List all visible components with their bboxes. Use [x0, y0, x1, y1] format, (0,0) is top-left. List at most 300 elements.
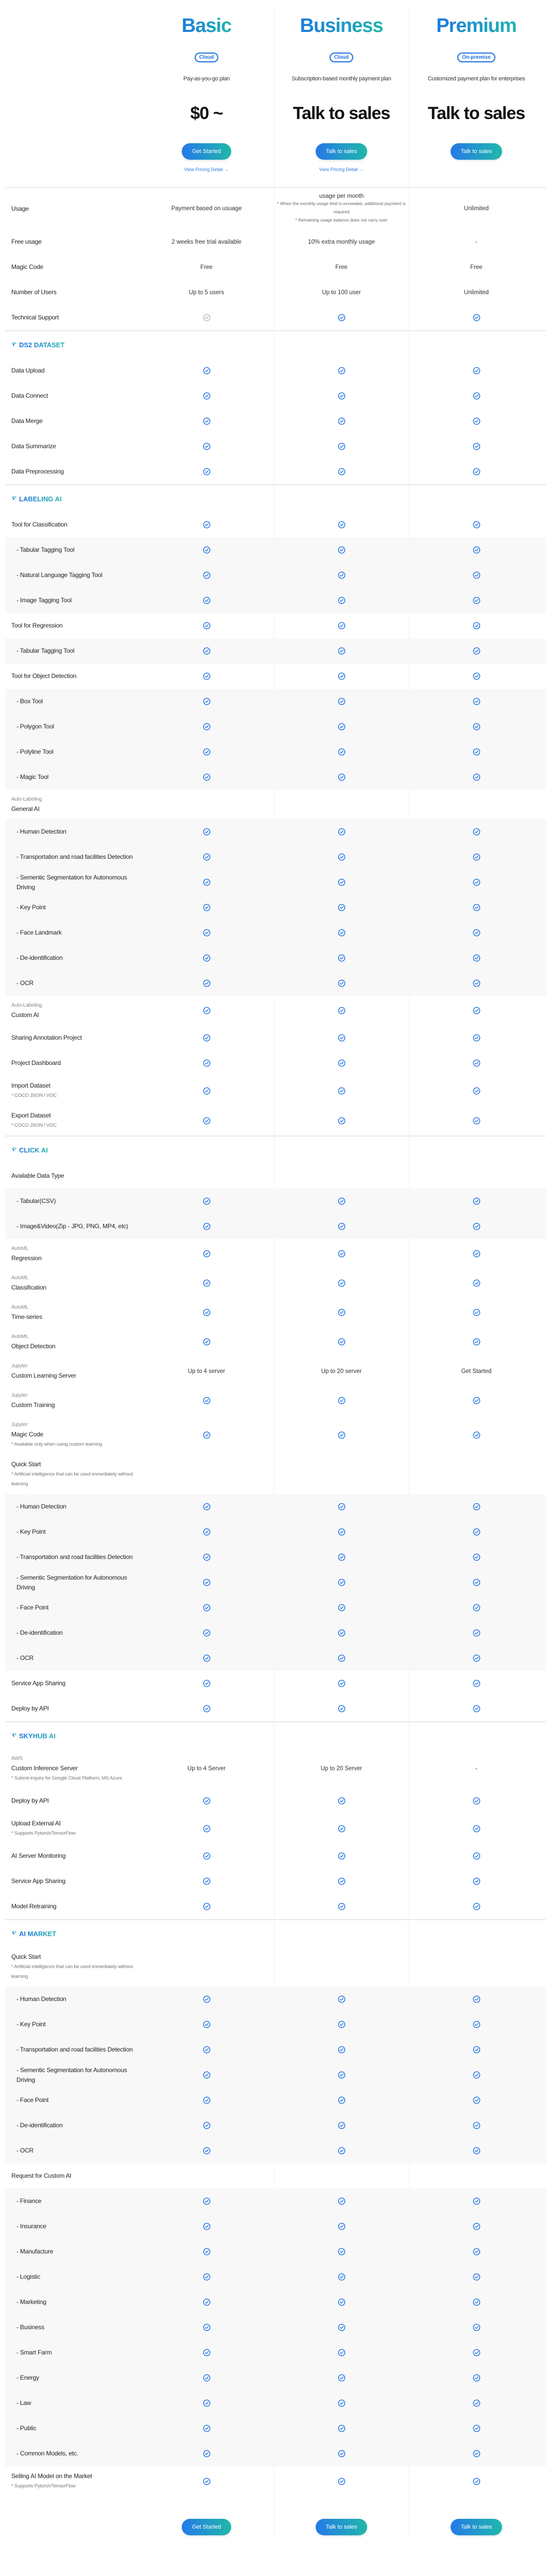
- table-row: [5, 765, 546, 790]
- plan-value: [274, 2478, 409, 2485]
- plan-value: [139, 2273, 274, 2281]
- feature-name: Classification: [11, 1284, 46, 1291]
- check-circle-icon: [338, 2399, 346, 2407]
- table-row: [5, 383, 546, 409]
- plan-value: [274, 828, 409, 836]
- check-circle-icon: [473, 1705, 480, 1713]
- check-circle-icon: [473, 1797, 480, 1805]
- plan-value: [139, 1117, 274, 1125]
- feature-label: [5, 1391, 139, 1410]
- plans-header: [5, 0, 546, 187]
- plan-value: [274, 929, 409, 937]
- check-circle-icon: [473, 1309, 480, 1316]
- feature-name: Custom Learning Server: [11, 1372, 76, 1379]
- plan-value: [274, 239, 409, 245]
- plan-value: [274, 2122, 409, 2129]
- plan-value: [409, 1553, 544, 1561]
- plan-value: [409, 1604, 544, 1612]
- check-circle-icon: [473, 1528, 480, 1536]
- feature-name: - Polygon Tool: [16, 723, 55, 730]
- feature-label: [5, 2065, 139, 2085]
- feature-name: - Human Detection: [16, 1503, 66, 1510]
- feature-label: [5, 1527, 139, 1537]
- plan-description: Subscription-based monthly payment plan: [291, 76, 391, 82]
- feature-label: [5, 827, 139, 837]
- plan-value: [274, 979, 409, 987]
- plan-value: [274, 672, 409, 680]
- get-started-button[interactable]: Get Started: [182, 143, 231, 160]
- plan-value: [409, 367, 544, 375]
- feature-name: - Face Point: [16, 1604, 49, 1611]
- plan-value: [409, 1528, 544, 1536]
- feature-name: - OCR: [16, 979, 33, 987]
- plan-value: [409, 2349, 544, 2357]
- check-circle-icon: [203, 929, 211, 937]
- feature-label: [5, 1274, 139, 1293]
- check-circle-icon: [203, 1338, 211, 1346]
- table-row: [5, 358, 546, 383]
- feature-name: Model Retraining: [11, 1903, 57, 1910]
- table-row: [5, 1415, 546, 1454]
- feature-name: Quick Start: [11, 1953, 41, 1960]
- feature-label: [5, 747, 139, 757]
- plan-value: [409, 2248, 544, 2256]
- plan-value: [409, 2046, 544, 2054]
- plan-business: [274, 0, 409, 187]
- check-circle-icon: [338, 2374, 346, 2382]
- feature-label: [5, 1952, 139, 1981]
- check-circle-icon: [338, 1338, 346, 1346]
- plan-value: [274, 2324, 409, 2331]
- plan-value: [274, 1087, 409, 1095]
- feature-name: Technical Support: [11, 314, 59, 321]
- check-circle-icon: [203, 773, 211, 781]
- check-circle-icon: [203, 853, 211, 861]
- feature-category: AutoML: [11, 1334, 29, 1340]
- check-circle-icon: [473, 2197, 480, 2205]
- table-row: [5, 1189, 546, 1214]
- check-circle-icon: [203, 904, 211, 911]
- plan-value: [139, 954, 274, 962]
- feature-label: [5, 2146, 139, 2156]
- section-title: SKYHUB AI: [19, 1732, 56, 1740]
- plan-value: [274, 2223, 409, 2230]
- plan-value: [139, 672, 274, 680]
- check-circle-icon: [203, 2349, 211, 2357]
- feature-name: Tool for Classification: [11, 521, 67, 528]
- feature-label: [5, 596, 139, 605]
- feature-name: Usage: [11, 205, 29, 212]
- check-circle-icon: [473, 2349, 480, 2357]
- table-row: [5, 1843, 546, 1869]
- plan-value: [139, 2147, 274, 2155]
- check-circle-icon: [473, 1007, 480, 1014]
- plan-title: Business: [300, 15, 383, 37]
- table-row: [5, 229, 546, 255]
- check-circle-icon: [338, 878, 346, 886]
- plan-value: [274, 878, 409, 886]
- plan-value: [274, 521, 409, 529]
- section-heading: [5, 1920, 546, 1947]
- plan-value: [139, 367, 274, 375]
- table-row: [5, 512, 546, 537]
- feature-label: [5, 1679, 139, 1688]
- feature-label: [5, 646, 139, 656]
- plan-value: [409, 2324, 544, 2331]
- view-pricing-detail-link[interactable]: View Pricing Detail →: [184, 167, 229, 172]
- plan-value: [409, 1309, 544, 1316]
- plan-value: [409, 264, 544, 270]
- check-circle-icon: [338, 1431, 346, 1439]
- plan-value: [409, 392, 544, 400]
- check-circle-icon: [338, 1117, 346, 1125]
- plan-value: [274, 443, 409, 450]
- plan-value: [274, 1705, 409, 1713]
- feature-label: [5, 1111, 139, 1130]
- feature-name: - Tabular(CSV): [16, 1197, 56, 1205]
- feature-label: [5, 1902, 139, 1911]
- plan-value: [274, 290, 409, 296]
- feature-label: [5, 1171, 139, 1181]
- feature-name: Import Dataset: [11, 1082, 50, 1089]
- plan-value: [274, 723, 409, 731]
- value-text: Unlimited: [464, 206, 489, 212]
- check-circle-icon: [203, 1903, 211, 1910]
- plan-value: [274, 367, 409, 375]
- check-circle-icon: [338, 1087, 346, 1095]
- check-circle-icon: [338, 1579, 346, 1586]
- check-circle-icon: [473, 2096, 480, 2104]
- check-circle-icon: [203, 1629, 211, 1637]
- plan-value: [139, 1705, 274, 1713]
- check-circle-icon: [473, 417, 480, 425]
- check-circle-icon: [338, 1223, 346, 1230]
- table-row: [5, 1519, 546, 1545]
- plan-value: [274, 264, 409, 270]
- feature-label: [5, 366, 139, 376]
- check-circle-icon: [338, 2298, 346, 2306]
- plan-value: [409, 853, 544, 861]
- check-circle-icon: [203, 2197, 211, 2205]
- value-text: Up to 4 Server: [187, 1766, 226, 1772]
- table-row: [5, 1268, 546, 1298]
- check-circle-icon: [203, 1852, 211, 1860]
- feature-name: - Magic Tool: [16, 773, 49, 781]
- table-row: [5, 280, 546, 305]
- feature-label: [5, 520, 139, 530]
- feature-name: Sharing Annotation Project: [11, 1034, 82, 1041]
- feature-label: [5, 2424, 139, 2433]
- feature-name: Project Dashboard: [11, 1059, 61, 1066]
- feature-name: - Human Detection: [16, 1995, 66, 2003]
- plan-value: [409, 2425, 544, 2432]
- talk-to-sales-button[interactable]: Talk to sales: [316, 143, 368, 160]
- check-circle-icon: [203, 1654, 211, 1662]
- table-row: [5, 945, 546, 971]
- talk-to-sales-button[interactable]: Talk to sales: [451, 143, 503, 160]
- plan-value: [139, 1553, 274, 1561]
- check-circle-icon: [473, 1059, 480, 1067]
- check-circle-icon: [338, 1604, 346, 1612]
- plan-value: [409, 1059, 544, 1067]
- check-circle-icon: [338, 748, 346, 756]
- check-circle-icon: [473, 2273, 480, 2281]
- plan-value: [409, 828, 544, 836]
- check-circle-icon: [203, 2324, 211, 2331]
- feature-label: [5, 2121, 139, 2130]
- plan-value: [409, 2021, 544, 2028]
- feature-label: [5, 2095, 139, 2105]
- feature-label: [5, 1603, 139, 1613]
- plan-value: [274, 647, 409, 655]
- check-circle-icon: [338, 1309, 346, 1316]
- plan-value: [409, 2147, 544, 2155]
- check-circle-icon: [473, 1034, 480, 1042]
- feature-category: AutoML: [11, 1304, 29, 1310]
- plan-value: [274, 392, 409, 400]
- check-circle-icon: [203, 1604, 211, 1612]
- check-circle-icon: [338, 1852, 346, 1860]
- check-circle-icon: [473, 2399, 480, 2407]
- check-circle-icon: [473, 2374, 480, 2382]
- plan-value: [139, 773, 274, 781]
- plan-value: [274, 698, 409, 705]
- check-circle-icon: [338, 2248, 346, 2256]
- plan-value: [274, 2096, 409, 2104]
- check-circle-icon: [338, 2021, 346, 2028]
- plan-value: [274, 1680, 409, 1687]
- plan-value: [139, 904, 274, 911]
- table-row: [5, 1671, 546, 1696]
- plan-value: [409, 979, 544, 987]
- check-circle-icon: [473, 571, 480, 579]
- table-row: [5, 1788, 546, 1814]
- plan-value: [274, 2273, 409, 2281]
- plan-value: [409, 1368, 544, 1375]
- table-row: [5, 459, 546, 484]
- feature-name: Object Detection: [11, 1343, 56, 1350]
- feature-label: [5, 2045, 139, 2055]
- plan-basic: [139, 0, 274, 187]
- check-circle-icon: [338, 2147, 346, 2155]
- table-row: [5, 638, 546, 664]
- check-circle-icon: [203, 2450, 211, 2458]
- table-row: [5, 1620, 546, 1646]
- plan-value: [409, 2122, 544, 2129]
- check-circle-icon: [203, 1553, 211, 1561]
- value-text: Up to 4 server: [187, 1368, 226, 1375]
- plan-value: [409, 1852, 544, 1860]
- plan-value: [409, 571, 544, 579]
- feature-name: Data Merge: [11, 417, 43, 425]
- feature-name: - De-identification: [16, 2122, 63, 2129]
- plan-value: [274, 2197, 409, 2205]
- plan-value: [139, 622, 274, 630]
- table-row: [5, 1749, 546, 1788]
- get-started-button[interactable]: Get Started: [182, 2519, 231, 2535]
- table-row: [5, 1050, 546, 1076]
- feature-label: [5, 928, 139, 938]
- value-text: usage per month: [319, 193, 364, 199]
- check-circle-icon: [473, 2046, 480, 2054]
- feature-label: [5, 1222, 139, 1231]
- table-row: [5, 1869, 546, 1894]
- check-circle-muted-icon: [203, 314, 211, 321]
- feature-name: Deploy by API: [11, 1705, 49, 1712]
- check-circle-icon: [203, 1431, 211, 1439]
- feature-label: [5, 2196, 139, 2206]
- plan-value: [274, 773, 409, 781]
- plan-value: [274, 1604, 409, 1612]
- check-circle-icon: [203, 1034, 211, 1042]
- value-text: -: [475, 1766, 477, 1772]
- check-circle-icon: [338, 2478, 346, 2485]
- check-circle-icon: [473, 622, 480, 630]
- table-row: [5, 1696, 546, 1721]
- feature-category: Auto-Labeling: [11, 796, 42, 802]
- feature-label: [5, 1332, 139, 1351]
- plan-value: [139, 468, 274, 476]
- plan-value: [409, 290, 544, 296]
- check-circle-icon: [473, 1223, 480, 1230]
- check-circle-icon: [203, 1223, 211, 1230]
- feature-note: * Available only when using custom learning: [11, 1442, 102, 1447]
- plan-value: [139, 1852, 274, 1860]
- feature-name: Available Data Type: [11, 1172, 64, 1179]
- check-circle-icon: [338, 443, 346, 450]
- plan-value: [409, 748, 544, 756]
- plan-value: [274, 2046, 409, 2054]
- section-title: DS2 DATASET: [19, 341, 65, 349]
- plan-value: [139, 2324, 274, 2331]
- feature-label: [5, 1819, 139, 1838]
- plan-value: [139, 443, 274, 450]
- check-circle-icon: [473, 929, 480, 937]
- check-circle-icon: [338, 2324, 346, 2331]
- feature-name: - Transportation and road facilities Detection: [16, 853, 133, 860]
- feature-name: General AI: [11, 805, 40, 812]
- feature-label: [5, 2222, 139, 2231]
- table-row: [5, 1814, 546, 1843]
- plan-value: [139, 1579, 274, 1586]
- table-row: [5, 305, 546, 330]
- check-circle-icon: [473, 1250, 480, 1258]
- logo-icon: [11, 495, 17, 502]
- plan-value: [139, 2046, 274, 2054]
- plan-value: [139, 1059, 274, 1067]
- plan-value: [409, 698, 544, 705]
- plan-value: [409, 878, 544, 886]
- talk-to-sales-button[interactable]: Talk to sales: [316, 2519, 368, 2535]
- check-circle-icon: [203, 546, 211, 554]
- check-circle-icon: [338, 521, 346, 529]
- check-circle-icon: [338, 2223, 346, 2230]
- table-row: [5, 2214, 546, 2239]
- table-row: [5, 1386, 546, 1415]
- check-circle-icon: [203, 2021, 211, 2028]
- plan-value: [139, 1995, 274, 2003]
- plan-value: [409, 2071, 544, 2079]
- feature-name: Custom AI: [11, 1011, 39, 1019]
- check-circle-icon: [203, 443, 211, 450]
- feature-name: - Sementic Segmentation for Autonomous Driving: [16, 1573, 127, 1591]
- check-circle-icon: [203, 954, 211, 962]
- feature-label: [5, 621, 139, 631]
- feature-name: - De-identification: [16, 954, 63, 961]
- logo-icon: [11, 1930, 17, 1937]
- check-circle-icon: [338, 2197, 346, 2205]
- feature-name: - OCR: [16, 1654, 33, 1662]
- check-circle-icon: [338, 954, 346, 962]
- check-circle-icon: [473, 1579, 480, 1586]
- feature-name: - Transportation and road facilities Detection: [16, 2046, 133, 2053]
- footer-cell: [274, 2519, 409, 2535]
- check-circle-icon: [338, 723, 346, 731]
- plan-value: [139, 392, 274, 400]
- table-row: [5, 2416, 546, 2441]
- feature-label: [5, 313, 139, 323]
- feature-name: Request for Custom AI: [11, 2172, 72, 2179]
- value-text: 2 weeks free trial available: [171, 239, 242, 245]
- check-circle-icon: [338, 1059, 346, 1067]
- plan-value: [274, 314, 409, 321]
- check-circle-icon: [203, 878, 211, 886]
- plan-value: [409, 1629, 544, 1637]
- logo-icon: [11, 1732, 17, 1739]
- feature-name: - Image Tagging Tool: [16, 597, 72, 604]
- check-circle-icon: [338, 2122, 346, 2129]
- feature-name: Magic Code: [11, 1431, 44, 1438]
- feature-name: Data Preprocessing: [11, 468, 64, 475]
- view-pricing-detail-link[interactable]: View Pricing Detail →: [319, 167, 364, 172]
- check-circle-icon: [338, 2071, 346, 2079]
- feature-label: [5, 416, 139, 426]
- table-row: [5, 2340, 546, 2365]
- check-circle-icon: [473, 468, 480, 476]
- plan-value: [274, 468, 409, 476]
- feature-label: [5, 2297, 139, 2307]
- feature-label: [5, 1851, 139, 1861]
- table-row: [5, 2239, 546, 2264]
- table-row: [5, 739, 546, 765]
- check-circle-icon: [203, 2425, 211, 2432]
- feature-name: AI Server Monitoring: [11, 1852, 66, 1859]
- plan-value: [139, 828, 274, 836]
- check-circle-icon: [473, 2298, 480, 2306]
- feature-name: Upload External AI: [11, 1820, 61, 1827]
- check-circle-icon: [473, 2248, 480, 2256]
- feature-name: Time-series: [11, 1313, 43, 1320]
- table-row: [5, 1076, 546, 1106]
- plan-value: [409, 1431, 544, 1439]
- check-circle-icon: [338, 1503, 346, 1511]
- plan-value: [409, 1087, 544, 1095]
- check-circle-icon: [203, 1705, 211, 1713]
- check-circle-icon: [473, 1117, 480, 1125]
- table-row: [5, 2062, 546, 2088]
- plan-value: [274, 1279, 409, 1287]
- feature-name: Quick Start: [11, 1461, 41, 1468]
- plan-value: [139, 1397, 274, 1404]
- check-circle-icon: [473, 672, 480, 680]
- plan-description: Customized payment plan for enterprises: [427, 76, 525, 82]
- check-circle-icon: [203, 2273, 211, 2281]
- check-circle-icon: [338, 672, 346, 680]
- plan-value: [139, 239, 274, 245]
- plan-value: [274, 1197, 409, 1205]
- check-circle-icon: [338, 1705, 346, 1713]
- talk-to-sales-button[interactable]: Talk to sales: [451, 2519, 503, 2535]
